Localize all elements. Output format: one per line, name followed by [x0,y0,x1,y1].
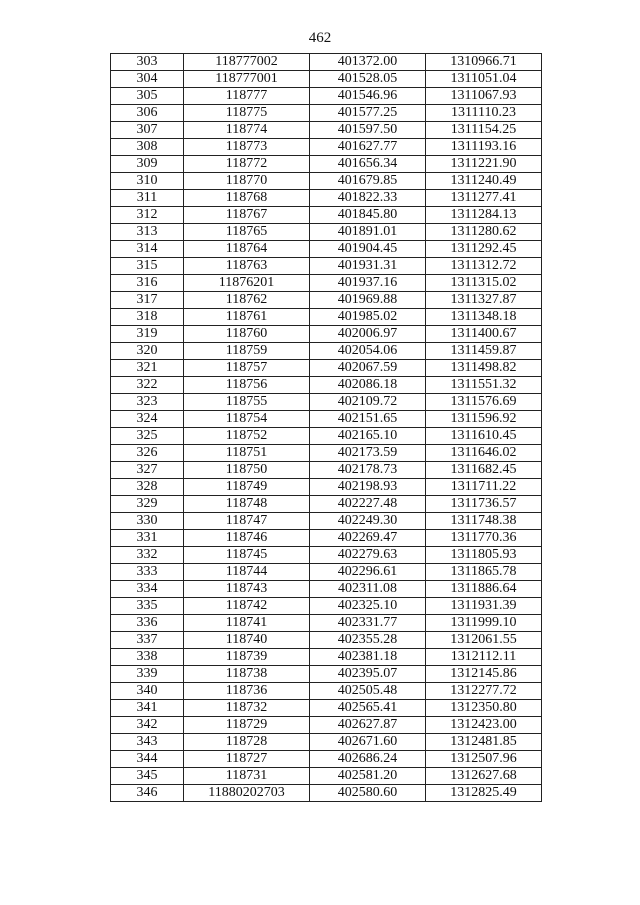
x-coordinate-cell: 402067.59 [310,360,426,377]
x-coordinate-cell: 402269.47 [310,530,426,547]
page-number: 462 [308,30,332,46]
point-number-cell: 303 [111,54,184,71]
y-coordinate-cell: 1311646.02 [426,445,542,462]
x-coordinate-cell: 402151.65 [310,411,426,428]
table-row [111,360,542,377]
y-coordinate-cell: 1311682.45 [426,462,542,479]
y-coordinate-cell: 1311154.25 [426,122,542,139]
point-id-cell: 118761 [184,309,310,326]
point-id-cell: 118763 [184,258,310,275]
y-coordinate-cell: 1310966.71 [426,54,542,71]
point-number-cell: 310 [111,173,184,190]
point-number-cell: 322 [111,377,184,394]
table-row [111,717,542,734]
point-id-cell: 118765 [184,224,310,241]
point-number-cell: 330 [111,513,184,530]
y-coordinate-cell: 1311240.49 [426,173,542,190]
point-number-cell: 326 [111,445,184,462]
y-coordinate-cell: 1311277.41 [426,190,542,207]
point-number-cell: 334 [111,581,184,598]
y-coordinate-cell: 1312061.55 [426,632,542,649]
table-row [111,326,542,343]
table-row [111,785,542,802]
y-coordinate-cell: 1311931.39 [426,598,542,615]
table-row [111,445,542,462]
point-id-cell: 118738 [184,666,310,683]
x-coordinate-cell: 401891.01 [310,224,426,241]
table-row [111,666,542,683]
y-coordinate-cell: 1311770.36 [426,530,542,547]
x-coordinate-cell: 402686.24 [310,751,426,768]
x-coordinate-cell: 402006.97 [310,326,426,343]
point-id-cell: 118777002 [184,54,310,71]
y-coordinate-cell: 1311886.64 [426,581,542,598]
point-number-cell: 305 [111,88,184,105]
x-coordinate-cell: 402381.18 [310,649,426,666]
y-coordinate-cell: 1311067.93 [426,88,542,105]
table-row [111,309,542,326]
x-coordinate-cell: 402565.41 [310,700,426,717]
coordinate-table [110,53,542,802]
point-id-cell: 118736 [184,683,310,700]
point-id-cell: 118745 [184,547,310,564]
table-row [111,156,542,173]
point-id-cell: 118774 [184,122,310,139]
x-coordinate-cell: 402296.61 [310,564,426,581]
point-number-cell: 324 [111,411,184,428]
y-coordinate-cell: 1311284.13 [426,207,542,224]
point-id-cell: 118777 [184,88,310,105]
table-row [111,343,542,360]
table-row [111,258,542,275]
point-number-cell: 311 [111,190,184,207]
table-row [111,683,542,700]
table-row [111,173,542,190]
point-id-cell: 118751 [184,445,310,462]
y-coordinate-cell: 1311110.23 [426,105,542,122]
point-id-cell: 118742 [184,598,310,615]
x-coordinate-cell: 402627.87 [310,717,426,734]
point-number-cell: 335 [111,598,184,615]
x-coordinate-cell: 402331.77 [310,615,426,632]
y-coordinate-cell: 1312277.72 [426,683,542,700]
y-coordinate-cell: 1311221.90 [426,156,542,173]
y-coordinate-cell: 1311576.69 [426,394,542,411]
point-number-cell: 331 [111,530,184,547]
x-coordinate-cell: 402671.60 [310,734,426,751]
y-coordinate-cell: 1311327.87 [426,292,542,309]
point-id-cell: 118740 [184,632,310,649]
x-coordinate-cell: 401528.05 [310,71,426,88]
x-coordinate-cell: 402198.93 [310,479,426,496]
point-id-cell: 118760 [184,326,310,343]
point-number-cell: 307 [111,122,184,139]
point-number-cell: 336 [111,615,184,632]
point-id-cell: 118749 [184,479,310,496]
x-coordinate-cell: 401985.02 [310,309,426,326]
x-coordinate-cell: 402505.48 [310,683,426,700]
x-coordinate-cell: 402178.73 [310,462,426,479]
point-id-cell: 118727 [184,751,310,768]
y-coordinate-cell: 1311193.16 [426,139,542,156]
point-number-cell: 308 [111,139,184,156]
table-row [111,190,542,207]
x-coordinate-cell: 401656.34 [310,156,426,173]
x-coordinate-cell: 401546.96 [310,88,426,105]
point-id-cell: 118729 [184,717,310,734]
table-row [111,632,542,649]
point-number-cell: 329 [111,496,184,513]
x-coordinate-cell: 401822.33 [310,190,426,207]
x-coordinate-cell: 401931.31 [310,258,426,275]
y-coordinate-cell: 1311805.93 [426,547,542,564]
point-id-cell: 118743 [184,581,310,598]
table-row [111,734,542,751]
table-row [111,700,542,717]
point-id-cell: 118775 [184,105,310,122]
table-row [111,292,542,309]
point-number-cell: 327 [111,462,184,479]
table-row [111,88,542,105]
point-id-cell: 118732 [184,700,310,717]
table-row [111,139,542,156]
x-coordinate-cell: 401904.45 [310,241,426,258]
point-number-cell: 342 [111,717,184,734]
point-id-cell: 118750 [184,462,310,479]
y-coordinate-cell: 1311051.04 [426,71,542,88]
y-coordinate-cell: 1311736.57 [426,496,542,513]
table-row [111,513,542,530]
x-coordinate-cell: 402054.06 [310,343,426,360]
point-number-cell: 328 [111,479,184,496]
y-coordinate-cell: 1311498.82 [426,360,542,377]
point-id-cell: 118767 [184,207,310,224]
table-row [111,411,542,428]
point-id-cell: 118728 [184,734,310,751]
x-coordinate-cell: 402395.07 [310,666,426,683]
table-row [111,547,542,564]
point-number-cell: 339 [111,666,184,683]
y-coordinate-cell: 1311312.72 [426,258,542,275]
x-coordinate-cell: 402086.18 [310,377,426,394]
point-number-cell: 323 [111,394,184,411]
point-number-cell: 318 [111,309,184,326]
y-coordinate-cell: 1311865.78 [426,564,542,581]
point-number-cell: 332 [111,547,184,564]
point-id-cell: 118746 [184,530,310,547]
y-coordinate-cell: 1311400.67 [426,326,542,343]
point-number-cell: 345 [111,768,184,785]
point-number-cell: 306 [111,105,184,122]
y-coordinate-cell: 1311315.02 [426,275,542,292]
x-coordinate-cell: 401937.16 [310,275,426,292]
point-id-cell: 118768 [184,190,310,207]
table-row [111,207,542,224]
point-id-cell: 118744 [184,564,310,581]
y-coordinate-cell: 1312145.86 [426,666,542,683]
table-row [111,224,542,241]
x-coordinate-cell: 402173.59 [310,445,426,462]
point-number-cell: 304 [111,71,184,88]
point-id-cell: 118754 [184,411,310,428]
x-coordinate-cell: 401627.77 [310,139,426,156]
point-id-cell: 118756 [184,377,310,394]
point-id-cell: 118772 [184,156,310,173]
y-coordinate-cell: 1312481.85 [426,734,542,751]
point-number-cell: 312 [111,207,184,224]
y-coordinate-cell: 1312627.68 [426,768,542,785]
table-row [111,71,542,88]
coordinate-table-body [111,54,542,802]
x-coordinate-cell: 402109.72 [310,394,426,411]
point-id-cell: 11876201 [184,275,310,292]
table-row [111,54,542,71]
y-coordinate-cell: 1311748.38 [426,513,542,530]
table-row [111,462,542,479]
point-number-cell: 344 [111,751,184,768]
point-number-cell: 313 [111,224,184,241]
point-number-cell: 317 [111,292,184,309]
y-coordinate-cell: 1312350.80 [426,700,542,717]
x-coordinate-cell: 402165.10 [310,428,426,445]
y-coordinate-cell: 1312112.11 [426,649,542,666]
point-id-cell: 118770 [184,173,310,190]
table-row [111,564,542,581]
table-row [111,496,542,513]
point-id-cell: 118773 [184,139,310,156]
table-row [111,615,542,632]
table-row [111,241,542,258]
point-id-cell: 118757 [184,360,310,377]
y-coordinate-cell: 1311999.10 [426,615,542,632]
x-coordinate-cell: 401597.50 [310,122,426,139]
table-row [111,649,542,666]
table-row [111,581,542,598]
x-coordinate-cell: 401372.00 [310,54,426,71]
x-coordinate-cell: 402325.10 [310,598,426,615]
y-coordinate-cell: 1311292.45 [426,241,542,258]
point-id-cell: 118759 [184,343,310,360]
x-coordinate-cell: 401845.80 [310,207,426,224]
point-number-cell: 337 [111,632,184,649]
point-number-cell: 343 [111,734,184,751]
x-coordinate-cell: 401577.25 [310,105,426,122]
table-row [111,275,542,292]
y-coordinate-cell: 1311551.32 [426,377,542,394]
y-coordinate-cell: 1311711.22 [426,479,542,496]
point-number-cell: 315 [111,258,184,275]
point-id-cell: 118741 [184,615,310,632]
y-coordinate-cell: 1311459.87 [426,343,542,360]
point-id-cell: 118762 [184,292,310,309]
table-row [111,530,542,547]
table-row [111,394,542,411]
y-coordinate-cell: 1312825.49 [426,785,542,802]
y-coordinate-cell: 1311348.18 [426,309,542,326]
point-id-cell: 11880202703 [184,785,310,802]
point-id-cell: 118777001 [184,71,310,88]
point-id-cell: 118752 [184,428,310,445]
point-number-cell: 314 [111,241,184,258]
table-row [111,751,542,768]
table-row [111,122,542,139]
x-coordinate-cell: 401969.88 [310,292,426,309]
x-coordinate-cell: 402581.20 [310,768,426,785]
point-id-cell: 118739 [184,649,310,666]
x-coordinate-cell: 401679.85 [310,173,426,190]
point-number-cell: 340 [111,683,184,700]
point-number-cell: 309 [111,156,184,173]
point-number-cell: 320 [111,343,184,360]
y-coordinate-cell: 1311610.45 [426,428,542,445]
point-id-cell: 118747 [184,513,310,530]
x-coordinate-cell: 402311.08 [310,581,426,598]
table-row [111,598,542,615]
table-row [111,377,542,394]
point-id-cell: 118764 [184,241,310,258]
point-number-cell: 319 [111,326,184,343]
y-coordinate-cell: 1312507.96 [426,751,542,768]
table-row [111,768,542,785]
x-coordinate-cell: 402279.63 [310,547,426,564]
x-coordinate-cell: 402227.48 [310,496,426,513]
point-id-cell: 118731 [184,768,310,785]
table-row [111,479,542,496]
point-number-cell: 338 [111,649,184,666]
table-row [111,428,542,445]
x-coordinate-cell: 402249.30 [310,513,426,530]
point-number-cell: 325 [111,428,184,445]
y-coordinate-cell: 1311280.62 [426,224,542,241]
y-coordinate-cell: 1311596.92 [426,411,542,428]
x-coordinate-cell: 402355.28 [310,632,426,649]
x-coordinate-cell: 402580.60 [310,785,426,802]
point-number-cell: 316 [111,275,184,292]
point-number-cell: 321 [111,360,184,377]
point-number-cell: 333 [111,564,184,581]
point-number-cell: 341 [111,700,184,717]
point-number-cell: 346 [111,785,184,802]
y-coordinate-cell: 1312423.00 [426,717,542,734]
point-id-cell: 118755 [184,394,310,411]
point-id-cell: 118748 [184,496,310,513]
table-row [111,105,542,122]
